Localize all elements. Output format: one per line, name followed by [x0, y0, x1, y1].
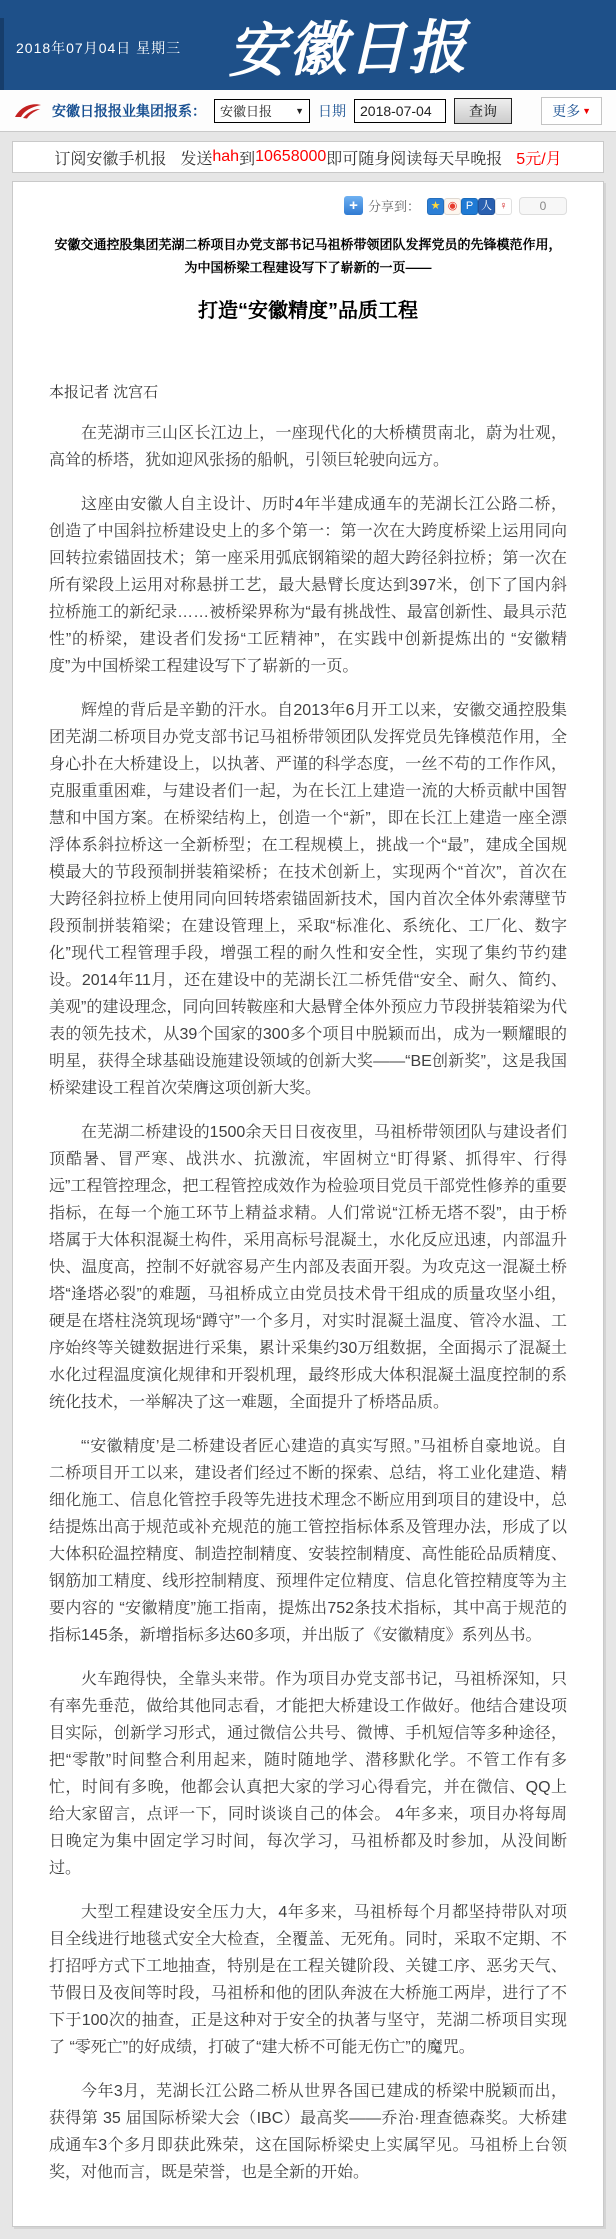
- page-title: 打造“安徽精度”品质工程: [198, 300, 418, 322]
- chevron-down-icon: ▼: [295, 105, 304, 116]
- qzone-icon[interactable]: ★: [427, 198, 444, 215]
- brand-label: 安徽日报报业集团报系：: [52, 102, 206, 119]
- article-paragraph: 今年3月，芜湖长江公路二桥从世界各国已建成的桥梁中脱颖而出，获得第 35 届国际桥梁大会（IBC）最高奖——乔治·理查德森奖。大桥建成通车3个多月即获此殊荣，这在国际桥梁史上实属罕见。马祖桥上台领奖，对他而言，既是荣誉，也是全新的开始。: [49, 2083, 567, 2181]
- newspaper-logo[interactable]: 安徽日报: [227, 12, 469, 86]
- brand-wing-icon: [14, 102, 42, 120]
- paper-select[interactable]: [214, 99, 310, 123]
- article-eyebrow-line2: 为中国桥梁工程建设写下了崭新的一页——: [184, 260, 432, 275]
- subscribe-part2: 发送: [180, 150, 213, 168]
- subscribe-banner: [12, 141, 604, 173]
- share-plus-icon[interactable]: +: [344, 196, 363, 215]
- article-eyebrow-line1: 安徽交通控股集团芜湖二桥项目办党支部书记马祖桥带领团队发挥党员的先锋模范作用，: [54, 237, 562, 252]
- subscribe-price: 5元/月: [516, 150, 562, 168]
- article-paragraph: “‘安徽精度’是二桥建设者匠心建造的真实写照。”马祖桥自豪地说。自二桥项目开工以来，建设者们经过不断的探索、总结，将工业化建造、精细化施工、信息化管控手段等先进技术理念不断应用到项目的建设中，总结提炼出高于规范或补充规范的施工管控指标体系及管理办法，形成了以大体积砼温控精度、制造控制精度、安装控制精度、高性能砼品质精度、钢筋加工精度、线形控制精度、预埋件定位精度、信息化管控精度等为主要内容的 “安徽精度”施工指南，提炼出752条技术指标，其中高于规范的指标145条，新增指标多达60多项，并出版了《安徽精度》系列丛书。: [49, 1438, 567, 1644]
- paper-toolbar: [0, 90, 616, 132]
- renren-icon[interactable]: 人: [478, 198, 495, 215]
- people-weibo-icon[interactable]: ♀: [495, 198, 512, 215]
- query-button[interactable]: 查询: [454, 98, 512, 124]
- article-byline: 本报记者 沈宫石: [49, 384, 159, 401]
- date-input[interactable]: 2018-07-04: [354, 99, 446, 123]
- article-paragraph: 在芜湖二桥建设的1500余天日日夜夜里，马祖桥带领团队与建设者们顶酷暑、冒严寒、战洪水、抗激流，牢固树立“盯得紧、抓得牢、行得远”工程管控理念，把工程管控成效作为检验项目党员干部党性修养的重要指标，在每一个施工环节上精益求精。人们常说“江桥无塔不裂”，由于桥塔属于大体积混凝土构件，采用高标号混凝土，水化反应迅速，内部温升快、温度高，控制不好就容易产生内部及表面开裂。为攻克这一混凝土桥塔“逢塔必裂”的难题，马祖桥成立由党员技术骨干组成的质量攻坚小组，硬是在塔柱浇筑现场“蹲守”一个多月，对实时混凝土温度、管冷水温、工序始终等关键数据进行采集，累计采集约30万组数据，全面揭示了混凝土水化过程温度演化规律和开裂机理，最终形成大体积混凝土温度控制的系统化技术，一举解决了这一难题，全面提升了桥塔品质。: [49, 1124, 567, 1411]
- share-count-badge: 0: [519, 197, 567, 215]
- article-paragraph: 这座由安徽人自主设计、历时4年半建成通车的芜湖长江公路二桥，创造了中国斜拉桥建设史上的多个第一：第一次在大跨度桥梁上运用同向回转拉索锚固技术；第一座采用弧底钢箱梁的超大跨径斜拉桥；第一次在所有梁段上运用对称悬拼工艺，最大悬臂长度达到397米，创下了国内斜拉桥施工的新纪录……被桥梁界称为“最有挑战性、最富创新性、最具示范性”的桥梁，建设者们发扬“工匠精神”，在实践中创新提炼出的 “安徽精度”为中国桥梁工程建设写下了崭新的一页。: [49, 496, 567, 675]
- article-body: [49, 420, 567, 2186]
- sina-weibo-icon[interactable]: ◉: [444, 198, 461, 215]
- article-paragraph: 大型工程建设安全压力大，4年多来，马祖桥每个月都坚持带队对项目全线进行地毯式安全大检查，全覆盖、无死角。同时，采取不定期、不打招呼方式下工地抽查，特别是在工程关键阶段、关键工序、恶劣天气、节假日及夜间等时段，马祖桥和他的团队奔波在大桥施工两岸，进行了不下于100次的抽查，正是这种对于安全的执著与坚守，芜湖二桥项目实现了 “零死亡”的好成绩，打破了“建大桥不可能无伤亡”的魔咒。: [49, 1904, 567, 2056]
- masthead: [0, 0, 616, 90]
- masthead-left-strip: [0, 18, 4, 90]
- pengyou-icon[interactable]: P: [461, 198, 478, 215]
- share-label: 分享到：: [367, 199, 420, 214]
- article-paragraph: 火车跑得快，全靠头来带。作为项目办党支部书记，马祖桥深知，只有率先垂范，做给其他同志看，才能把大桥建设工作做好。他结合建设项目实际，创新学习形式，通过微信公共号、微博、手机短信等多种途径，把“零散”时间整合利用起来，随时随地学、潜移默化学。不管工作有多忙，时间有多晚，他都会认真把大家的学习心得看完，并在微信、QQ上给大家留言，点评一下，同时谈谈自己的体会。 4年多来，项目办将每周日晚定为集中固定学习时间，每次学习，马祖桥都及时参加，从没间断过。: [49, 1671, 567, 1877]
- subscribe-code: hah: [212, 148, 240, 165]
- subscribe-part1: 订阅安徽手机报: [54, 150, 167, 168]
- masthead-date: 2018年07月04日 星期三: [16, 40, 182, 56]
- article-paragraph: 辉煌的背后是辛勤的汗水。自2013年6月开工以来，安徽交通控股集团芜湖二桥项目办党支部书记马祖桥带领团队发挥党员先锋模范作用，全身心扑在大桥建设上，以执著、严谨的科学态度，一丝不苟的工作作风，克服重重困难，与建设者们一起，为在长江上建造一流的大桥贡献中国智慧和中国方案。在桥梁结构上，创造一个“新”，即在长江上建造一座全漂浮体系斜拉桥这一全新桥型；在工程规模上，挑战一个“最”，建成全国规模最大的节段预制拼装箱梁桥；在技术创新上，实现两个“首次”，首次在大跨径斜拉桥上使用同向回转塔索锚固新技术，国内首次全体外索薄壁节段预制拼装箱梁；在建设管理上，采取“标准化、系统化、工厂化、数字化”现代工程管理手段，增强工程的耐久性和安全性，实现了集约节约建设。2014年11月，还在建设中的芜湖长江二桥凭借“安全、耐久、简约、美观”的建设理念，同向回转鞍座和大悬臂全体外预应力节段拼装箱梁为代表的领先技术，从39个国家的300多个项目中脱颖而出，成为一颗耀眼的明星，获得全球基础设施建设领域的创新大奖——“BE创新奖”，这是我国桥梁建设工程首次荣膺这项创新大奖。: [49, 702, 567, 1097]
- more-button[interactable]: [541, 97, 602, 125]
- share-icons: [427, 196, 512, 215]
- subscribe-number: 10658000: [255, 148, 327, 165]
- subscribe-part4: 即可随身阅读每天早晚报: [326, 150, 503, 168]
- share-bar: [49, 196, 567, 215]
- more-arrow-icon: ▼: [582, 105, 591, 116]
- more-label: 更多: [552, 102, 581, 119]
- article-paragraph: 在芜湖市三山区长江边上，一座现代化的大桥横贯南北，蔚为壮观，高耸的桥塔，犹如迎风张扬的船帆，引领巨轮驶向远方。: [49, 425, 567, 469]
- article-card: [12, 181, 604, 2227]
- paper-select-value: 安徽日报: [220, 104, 273, 119]
- subscribe-part3: 到: [239, 150, 256, 168]
- date-label: 日期: [318, 102, 346, 119]
